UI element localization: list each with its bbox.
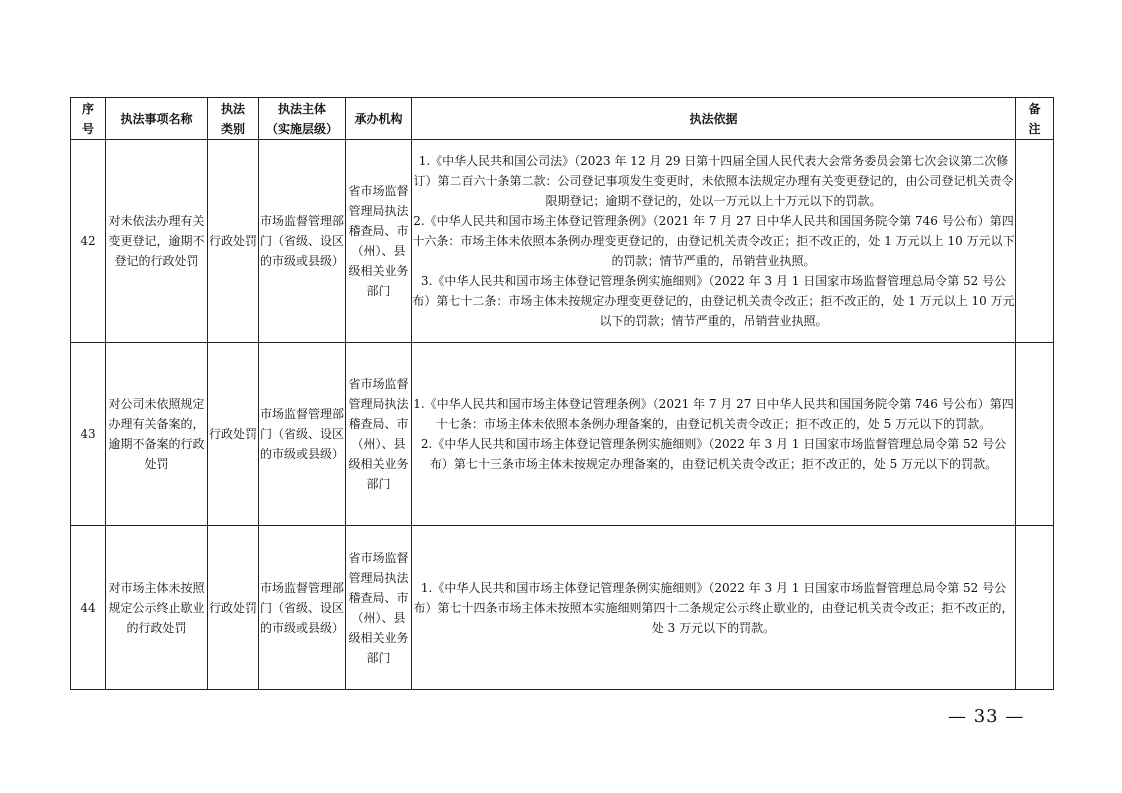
row-seq: 42 bbox=[71, 140, 106, 343]
row-subject: 市场监督管理部门（省级、设区的市级或县级） bbox=[259, 526, 346, 690]
row-agency: 省市场监督管理局执法稽查局、市（州）、县级相关业务部门 bbox=[346, 526, 412, 690]
header-subject: 执法主体 （实施层级） bbox=[259, 98, 346, 140]
header-row bbox=[71, 98, 1054, 140]
page-number: — 33 — bbox=[948, 706, 1025, 727]
enforcement-table bbox=[70, 97, 1054, 690]
row-notes bbox=[1016, 526, 1054, 690]
header-notes: 备 注 bbox=[1016, 98, 1054, 140]
header-type: 执法 类别 bbox=[208, 98, 259, 140]
header-seq: 序 号 bbox=[71, 98, 106, 140]
row-basis bbox=[412, 140, 1016, 343]
row-subject: 市场监督管理部门（省级、设区的市级或县级） bbox=[259, 343, 346, 526]
row-agency: 省市场监督管理局执法稽查局、市（州）、县级相关业务部门 bbox=[346, 140, 412, 343]
basis-clause: 3.《中华人民共和国市场主体登记管理条例实施细则》（2022 年 3 月 1 日国家市场监督管理总局令第 52 号公布）第七十二条：市场主体未按规定办理变更登记的，由登记机关责令改正；拒不改正的，处 1 万元以上 10 万元以下的罚款；情节严重的，吊销营业执照。 bbox=[412, 274, 1015, 328]
basis-clause: 1.《中华人民共和国公司法》（2023 年 12 月 29 日第十四届全国人民代表大会常务委员会第七次会议第二次修订）第二百六十条第二款：公司登记事项发生变更时，未依照本法规定办理有关变更登记的，由公司登记机关责令限期登记；逾期不登记的，处以一万元以上十万元以下的罚款。 bbox=[413, 154, 1014, 208]
row-notes bbox=[1016, 140, 1054, 343]
table-row bbox=[71, 343, 1054, 526]
row-item: 对市场主体未按照规定公示终止歇业的行政处罚 bbox=[106, 526, 208, 690]
basis-clause: 1.《中华人民共和国市场主体登记管理条例》（2021 年 7 月 27 日中华人民共和国国务院令第 746 号公布）第四十七条：市场主体未依照本条例办理备案的，由登记机关责令改正；拒不改正的，处 5 万元以下的罚款。 bbox=[413, 397, 1014, 431]
table-row bbox=[71, 140, 1054, 343]
row-seq: 43 bbox=[71, 343, 106, 526]
row-subject: 市场监督管理部门（省级、设区的市级或县级） bbox=[259, 140, 346, 343]
row-item: 对公司未依照规定办理有关备案的，逾期不备案的行政处罚 bbox=[106, 343, 208, 526]
row-type: 行政处罚 bbox=[208, 140, 259, 343]
row-item: 对未依法办理有关变更登记，逾期不登记的行政处罚 bbox=[106, 140, 208, 343]
table-row bbox=[71, 526, 1054, 690]
header-basis: 执法依据 bbox=[412, 98, 1016, 140]
row-basis bbox=[412, 526, 1016, 690]
basis-clause: 2.《中华人民共和国市场主体登记管理条例实施细则》（2022 年 3 月 1 日国家市场监督管理总局令第 52 号公布）第七十三条市场主体未按规定办理备案的，由登记机关责令改正；拒不改正的，处 5 万元以下的罚款。 bbox=[420, 437, 1007, 471]
row-type: 行政处罚 bbox=[208, 526, 259, 690]
row-notes bbox=[1016, 343, 1054, 526]
basis-clause: 1.《中华人民共和国市场主体登记管理条例实施细则》（2022 年 3 月 1 日国家市场监督管理总局令第 52 号公布）第七十四条市场主体未按照本实施细则第四十二条规定公示终止歇业的，由登记机关责令改正；拒不改正的，处 3 万元以下的罚款。 bbox=[413, 580, 1014, 635]
row-seq: 44 bbox=[71, 526, 106, 690]
row-basis bbox=[412, 343, 1016, 526]
header-item: 执法事项名称 bbox=[106, 98, 208, 140]
basis-clause: 2.《中华人民共和国市场主体登记管理条例》（2021 年 7 月 27 日中华人民共和国国务院令第 746 号公布）第四十六条：市场主体未依照本条例办理变更登记的，由登记机关责令改正；拒不改正的，处 1 万元以上 10 万元以下的罚款；情节严重的，吊销营业执照。 bbox=[412, 214, 1015, 268]
row-type: 行政处罚 bbox=[208, 343, 259, 526]
row-agency: 省市场监督管理局执法稽查局、市（州）、县级相关业务部门 bbox=[346, 343, 412, 526]
header-agency: 承办机构 bbox=[346, 98, 412, 140]
